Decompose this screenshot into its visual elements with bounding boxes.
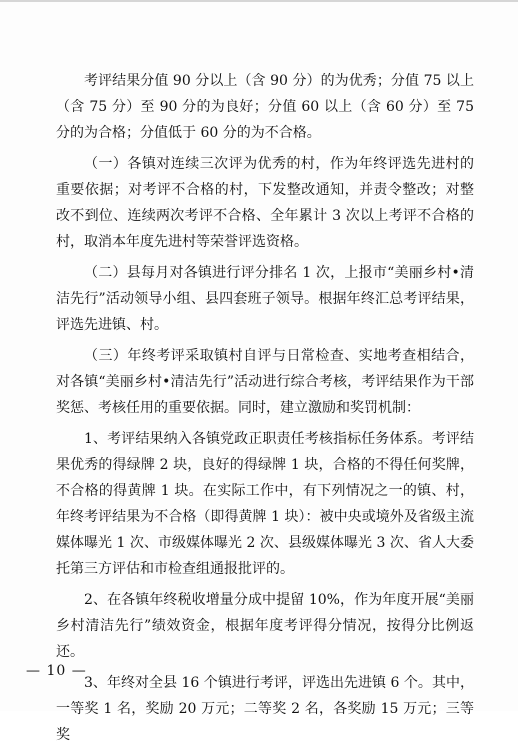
paragraph-item-1: 1、考评结果纳入各镇党政正职责任考核指标任务体系。考评结果优秀的得绿牌 2 块，良好的得绿牌 1 块，合格的不得任何奖牌，不合格的得黄牌 1 块。在实际工作中，有下列情况之一的镇、村，年终考评结果为不合格（即得黄牌 1 块）：被中央或境外及省级主流媒体曝光 1 次、市级媒体曝光 2 次、县级媒体曝光 3 次、省人大委托第三方评估和市检查组通报批评的。 xyxy=(56,431,474,577)
paragraph-scoring-criteria: 考评结果分值 90 分以上（含 90 分）的为优秀；分值 75 以上（含 75 分）至 90 分的为良好；分值 60 以上（含 60 分）至 75 分的为合格；分值低于 60 分的为不合格。 xyxy=(56,73,474,141)
page-number: — 10 — xyxy=(26,663,87,679)
paragraph-item-3: 3、年终对全县 16 个镇进行考评，评选出先进镇 6 个。其中，一等奖 1 名，奖励 20 万元；二等奖 2 名，各奖励 15 万元；三等奖 xyxy=(56,675,474,743)
paragraph-village-evaluation: （一）各镇对连续三次评为优秀的村，作为年终评选先进村的重要依据；对考评不合格的村，下发整改通知，并责令整改；对整改不到位、连续两次考评不合格、全年累计 3 次以上考评不合格的村，取消本年度先进村等荣誉评选资格。 xyxy=(56,156,474,250)
paragraph-monthly-ranking: （二）县每月对各镇进行评分排名 1 次，上报市“美丽乡村•清洁先行”活动领导小组、县四套班子领导。根据年终汇总考评结果，评选先进镇、村。 xyxy=(56,265,474,333)
document-body xyxy=(56,68,474,748)
paragraph-annual-assessment: （三）年终考评采取镇村自评与日常检查、实地考查相结合，对各镇“美丽乡村•清洁先行”活动进行综合考核，考评结果作为干部奖惩、考核任用的重要依据。同时，建立激励和奖罚机制： xyxy=(56,348,474,416)
paragraph-item-2: 2、在各镇年终税收增量分成中提留 10%，作为年度开展“美丽乡村清洁先行”绩效资金，根据年度考评得分情况，按得分比例返还。 xyxy=(56,592,474,660)
